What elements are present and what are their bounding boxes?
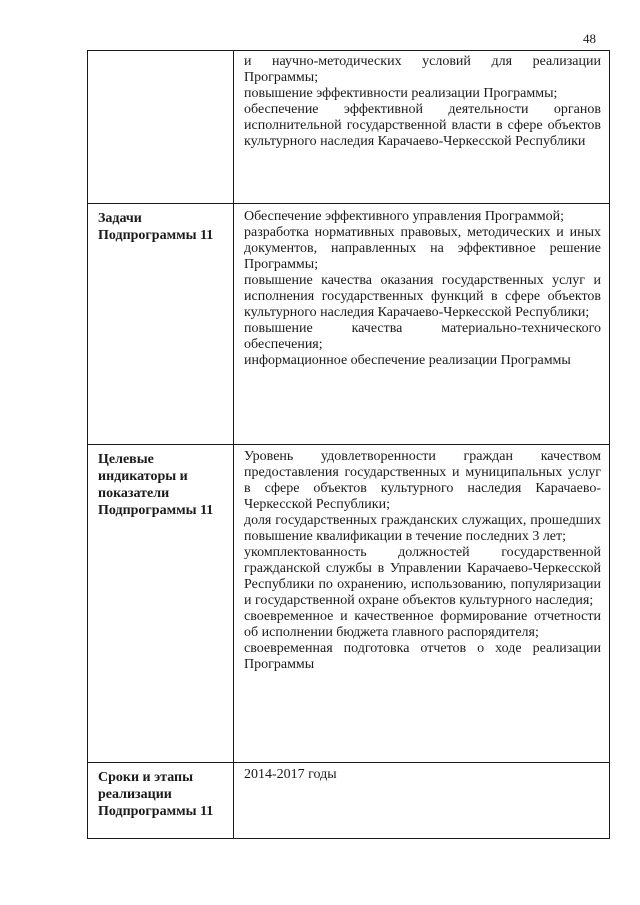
table-row	[88, 445, 610, 763]
row-label	[88, 51, 233, 57]
table-row	[88, 204, 610, 445]
program-passport-table	[87, 50, 610, 839]
paragraph: повышение качества материально-технического обеспечения;	[244, 321, 601, 352]
row-content-cell	[234, 445, 610, 763]
table-row	[88, 51, 610, 204]
paragraph: повышение эффективности реализации Программы;	[244, 86, 558, 101]
row-label-cell	[88, 445, 234, 763]
row-label: Задачи Подпрограммы 11	[98, 211, 214, 243]
table-row	[88, 763, 610, 839]
row-content-cell	[234, 763, 610, 839]
row-content-cell	[234, 204, 610, 445]
row-label: Целевые индикаторы и показатели Подпрограммы 11	[98, 452, 214, 518]
paragraph: 2014-2017 годы	[244, 767, 337, 782]
paragraph: укомплектованность должностей государственной гражданской службы в Управлении Карачаево-Черкесской Республики по охранению, использованию, популяризации и государственной охране объектов культурного наследия;	[244, 545, 601, 608]
row-label-cell	[88, 204, 234, 445]
row-label: Сроки и этапы реализации Подпрограммы 11	[98, 770, 214, 819]
row-label-cell	[88, 763, 234, 839]
paragraph: повышение качества оказания государственных услуг и исполнения государственных функций в сфере объектов культурного наследия Карачаево-Черкесской Республики;	[244, 273, 601, 320]
page-number: 48	[583, 31, 596, 46]
paragraph: разработка нормативных правовых, методических и иных документов, направленных на эффективное решение Программы;	[244, 225, 601, 272]
paragraph: информационное обеспечение реализации Программы	[244, 353, 571, 368]
paragraph: Обеспечение эффективного управления Программой;	[244, 209, 564, 224]
paragraph: и научно-методических условий для реализации Программы;	[244, 54, 601, 85]
paragraph: своевременное и качественное формирование отчетности об исполнении бюджета главного распорядителя;	[244, 609, 601, 640]
row-content-cell	[234, 51, 610, 204]
paragraph: Уровень удовлетворенности граждан качеством предоставления государственных и муниципальных услуг в сфере объектов культурного наследия Карачаево-Черкесской Республики;	[244, 449, 601, 512]
paragraph: обеспечение эффективной деятельности органов исполнительной государственной власти в сфере объектов культурного наследия Карачаево-Черкесской Республики	[244, 102, 601, 149]
paragraph: своевременная подготовка отчетов о ходе реализации Программы	[244, 641, 601, 672]
row-label-cell	[88, 51, 234, 204]
paragraph: доля государственных гражданских служащих, прошедших повышение квалификации в течение последних 3 лет;	[244, 513, 601, 544]
